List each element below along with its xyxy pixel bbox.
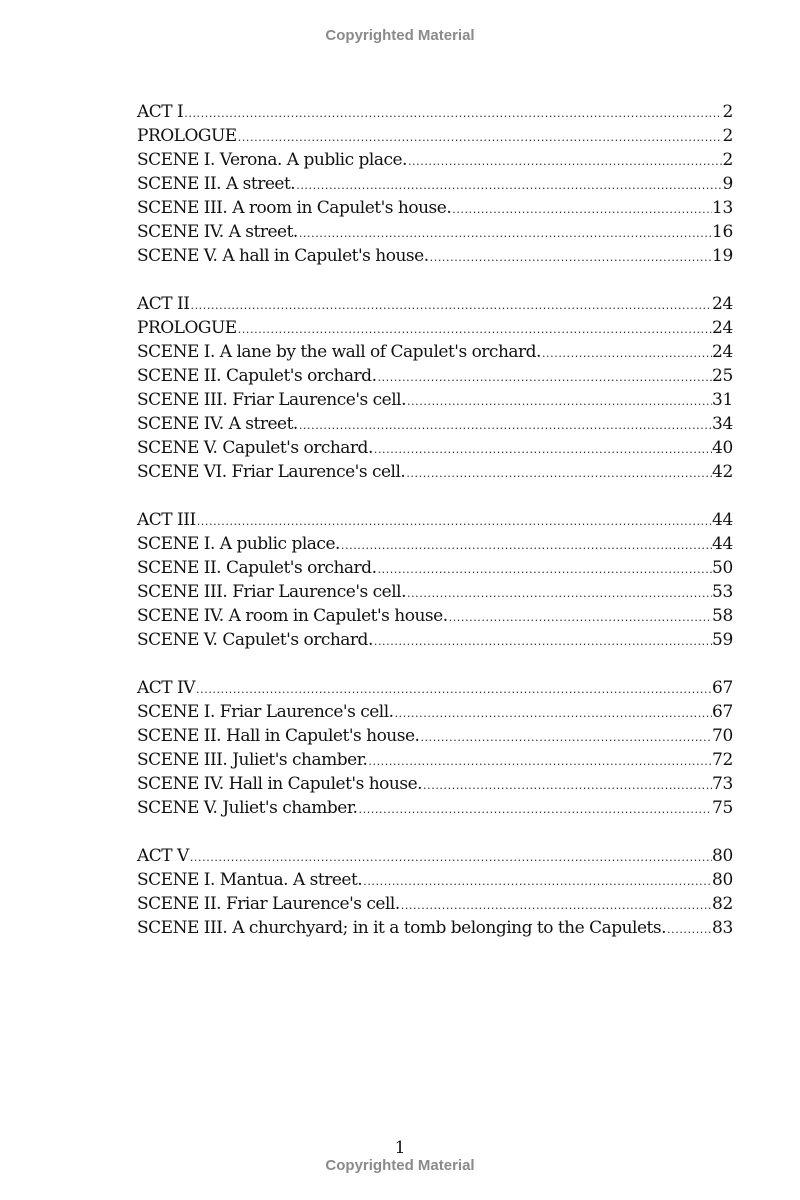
toc-entry[interactable] <box>137 772 733 796</box>
toc-dot-leader <box>373 630 712 654</box>
toc-entry[interactable] <box>137 724 733 748</box>
toc-entry[interactable] <box>137 892 733 916</box>
toc-entry-title: SCENE IV. A street. <box>137 222 298 242</box>
toc-entry-title: SCENE II. A street. <box>137 174 296 194</box>
toc-entry-title: SCENE II. Friar Laurence's cell. <box>137 894 400 914</box>
toc-entry-title: SCENE IV. Hall in Capulet's house. <box>137 774 423 794</box>
toc-dot-leader <box>237 318 712 342</box>
toc-entry-title: SCENE I. Verona. A public place. <box>137 150 407 170</box>
toc-entry[interactable] <box>137 172 733 196</box>
copyright-watermark-bottom: Copyrighted Material <box>325 1157 475 1174</box>
toc-dot-leader <box>422 774 712 798</box>
toc-entry-page-number: 59 <box>711 630 733 650</box>
toc-entry-title: SCENE I. Mantua. A street. <box>137 870 363 890</box>
page-number: 1 <box>394 1138 406 1158</box>
toc-entry-page-number: 9 <box>722 174 733 194</box>
toc-entry-page-number: 72 <box>711 750 733 770</box>
toc-dot-leader <box>340 534 712 558</box>
toc-entry[interactable] <box>137 124 733 148</box>
table-of-contents <box>137 100 733 964</box>
toc-entry-page-number: 24 <box>711 342 733 362</box>
toc-entry-title: SCENE III. A churchyard; in it a tomb belonging to the Capulets. <box>137 918 667 938</box>
toc-dot-leader <box>419 726 712 750</box>
toc-entry-page-number: 24 <box>711 294 733 314</box>
toc-dot-leader <box>237 126 723 150</box>
toc-dot-leader <box>666 918 712 942</box>
toc-entry-page-number: 24 <box>711 318 733 338</box>
toc-dot-leader <box>407 150 723 174</box>
toc-dot-leader <box>195 678 712 702</box>
toc-entry-page-number: 13 <box>711 198 733 218</box>
toc-dot-leader <box>376 366 711 390</box>
toc-entry-title: ACT I <box>137 102 184 122</box>
toc-entry[interactable] <box>137 844 733 868</box>
toc-entry-title: SCENE III. Friar Laurence's cell. <box>137 582 406 602</box>
toc-entry-page-number: 19 <box>711 246 733 266</box>
toc-entry-page-number: 82 <box>711 894 733 914</box>
toc-entry[interactable] <box>137 580 733 604</box>
toc-entry-page-number: 25 <box>711 366 733 386</box>
toc-entry-title: SCENE V. Juliet's chamber. <box>137 798 358 818</box>
toc-act-group <box>137 844 733 940</box>
toc-entry[interactable] <box>137 364 733 388</box>
toc-entry[interactable] <box>137 316 733 340</box>
toc-act-group <box>137 100 733 268</box>
toc-entry[interactable] <box>137 460 733 484</box>
toc-dot-leader <box>295 174 722 198</box>
toc-dot-leader <box>376 558 711 582</box>
toc-entry-title: SCENE V. Capulet's orchard. <box>137 438 373 458</box>
toc-dot-leader <box>406 582 712 606</box>
toc-dot-leader <box>451 198 712 222</box>
toc-dot-leader <box>541 342 712 366</box>
toc-entry-title: SCENE II. Capulet's orchard. <box>137 366 377 386</box>
toc-act-group <box>137 676 733 820</box>
toc-entry-page-number: 67 <box>711 702 733 722</box>
toc-entry[interactable] <box>137 796 733 820</box>
toc-entry-title: PROLOGUE <box>137 318 237 338</box>
toc-entry[interactable] <box>137 556 733 580</box>
toc-dot-leader <box>405 462 712 486</box>
toc-entry-title: SCENE I. Friar Laurence's cell. <box>137 702 394 722</box>
toc-entry-page-number: 44 <box>711 534 733 554</box>
toc-entry[interactable] <box>137 292 733 316</box>
toc-entry-title: SCENE V. A hall in Capulet's house. <box>137 246 429 266</box>
toc-entry[interactable] <box>137 868 733 892</box>
toc-dot-leader <box>358 798 712 822</box>
toc-entry-title: SCENE V. Capulet's orchard. <box>137 630 373 650</box>
toc-entry-page-number: 40 <box>711 438 733 458</box>
toc-entry[interactable] <box>137 532 733 556</box>
copyright-watermark-top: Copyrighted Material <box>325 27 475 44</box>
toc-entry-page-number: 2 <box>722 150 733 170</box>
toc-entry-page-number: 73 <box>711 774 733 794</box>
toc-entry[interactable] <box>137 916 733 940</box>
toc-entry-title: ACT III <box>137 510 196 530</box>
toc-dot-leader <box>298 414 712 438</box>
toc-entry-title: SCENE II. Capulet's orchard. <box>137 558 377 578</box>
toc-dot-leader <box>189 294 711 318</box>
toc-dot-leader <box>183 102 722 126</box>
toc-dot-leader <box>448 606 712 630</box>
toc-entry[interactable] <box>137 436 733 460</box>
toc-entry-title: ACT II <box>137 294 190 314</box>
toc-entry-page-number: 44 <box>711 510 733 530</box>
toc-dot-leader <box>394 702 712 726</box>
toc-entry-page-number: 80 <box>711 870 733 890</box>
toc-act-group <box>137 508 733 652</box>
toc-dot-leader <box>373 438 712 462</box>
toc-dot-leader <box>298 222 712 246</box>
toc-dot-leader <box>362 870 712 894</box>
toc-entry[interactable] <box>137 604 733 628</box>
toc-entry-title: SCENE VI. Friar Laurence's cell. <box>137 462 406 482</box>
toc-dot-leader <box>429 246 712 270</box>
toc-entry-page-number: 16 <box>711 222 733 242</box>
toc-entry-page-number: 58 <box>711 606 733 626</box>
toc-entry[interactable] <box>137 100 733 124</box>
toc-dot-leader <box>400 894 712 918</box>
toc-entry[interactable] <box>137 748 733 772</box>
toc-entry-page-number: 34 <box>711 414 733 434</box>
toc-entry-title: SCENE III. A room in Capulet's house. <box>137 198 452 218</box>
toc-entry[interactable] <box>137 196 733 220</box>
toc-entry[interactable] <box>137 148 733 172</box>
toc-entry-title: PROLOGUE <box>137 126 237 146</box>
toc-dot-leader <box>367 750 712 774</box>
toc-entry-title: SCENE II. Hall in Capulet's house. <box>137 726 420 746</box>
toc-entry-page-number: 83 <box>711 918 733 938</box>
toc-dot-leader <box>189 846 712 870</box>
toc-entry-page-number: 2 <box>722 102 733 122</box>
toc-act-group <box>137 292 733 484</box>
toc-dot-leader <box>196 510 712 534</box>
toc-entry-title: SCENE IV. A street. <box>137 414 298 434</box>
toc-entry-page-number: 80 <box>711 846 733 866</box>
toc-entry[interactable] <box>137 628 733 652</box>
toc-entry-page-number: 50 <box>711 558 733 578</box>
toc-entry[interactable] <box>137 220 733 244</box>
toc-entry[interactable] <box>137 700 733 724</box>
toc-entry-page-number: 75 <box>711 798 733 818</box>
toc-entry-title: ACT V <box>137 846 189 866</box>
toc-entry[interactable] <box>137 676 733 700</box>
toc-entry[interactable] <box>137 412 733 436</box>
toc-entry[interactable] <box>137 388 733 412</box>
toc-entry-title: ACT IV <box>137 678 196 698</box>
toc-entry-page-number: 67 <box>711 678 733 698</box>
toc-entry-title: SCENE I. A public place. <box>137 534 340 554</box>
toc-dot-leader <box>406 390 712 414</box>
toc-entry-page-number: 31 <box>711 390 733 410</box>
toc-entry-page-number: 42 <box>711 462 733 482</box>
toc-entry[interactable] <box>137 244 733 268</box>
toc-entry-page-number: 2 <box>722 126 733 146</box>
toc-entry-title: SCENE III. Juliet's chamber. <box>137 750 368 770</box>
toc-entry[interactable] <box>137 340 733 364</box>
toc-entry-title: SCENE I. A lane by the wall of Capulet's orchard. <box>137 342 541 362</box>
toc-entry-page-number: 70 <box>711 726 733 746</box>
toc-entry[interactable] <box>137 508 733 532</box>
toc-entry-title: SCENE IV. A room in Capulet's house. <box>137 606 448 626</box>
toc-entry-title: SCENE III. Friar Laurence's cell. <box>137 390 406 410</box>
toc-entry-page-number: 53 <box>711 582 733 602</box>
